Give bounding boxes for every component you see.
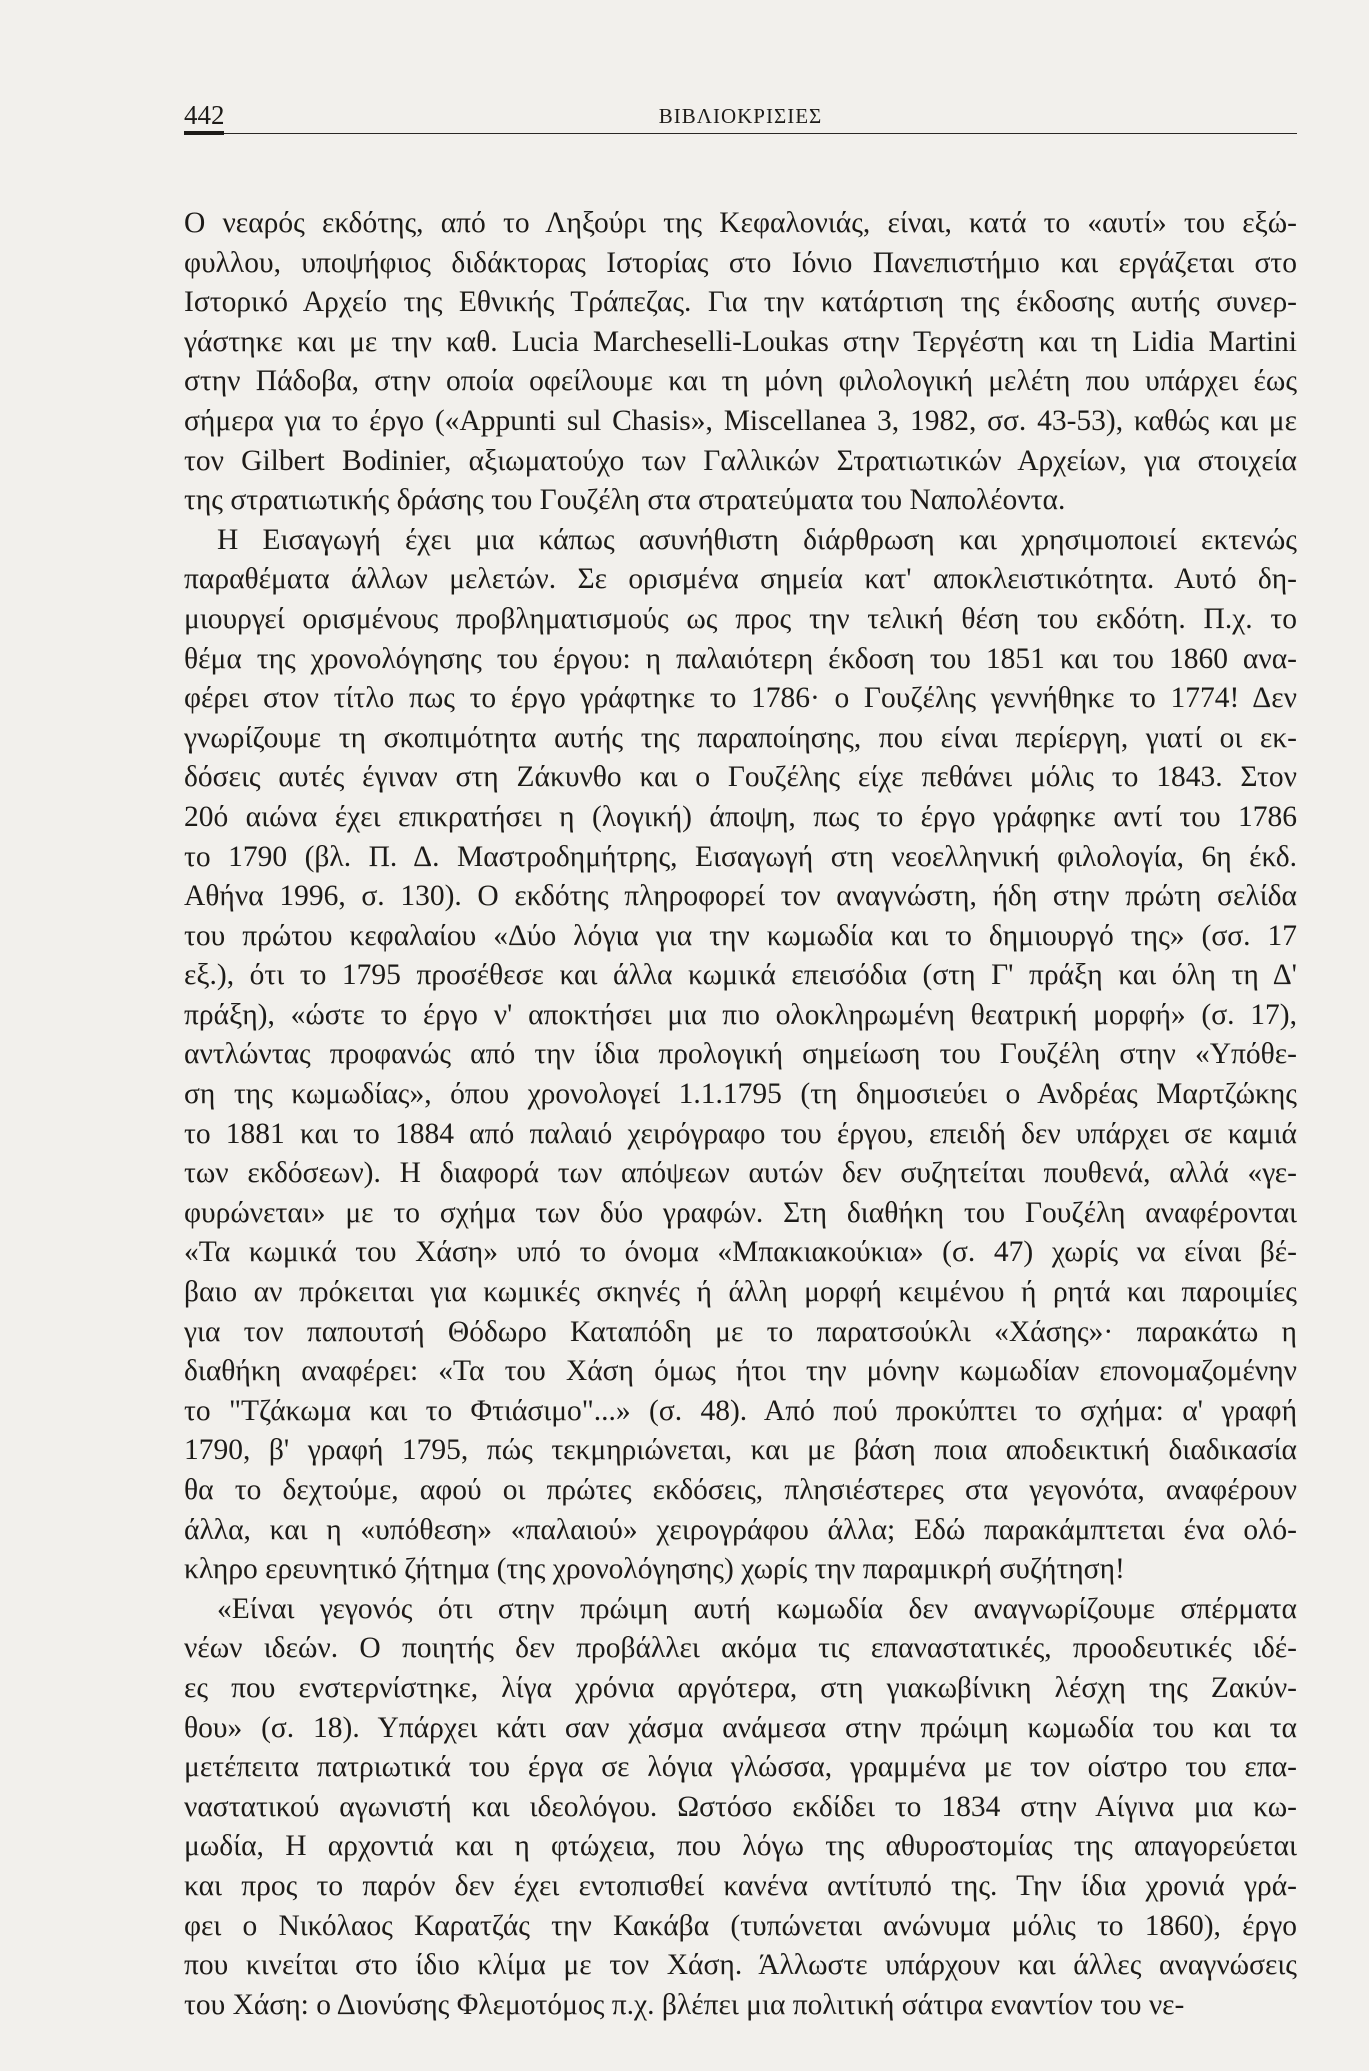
text-line: που κινείται στο ίδιο κλίμα με τον Χάση. Άλλωστε υπάρχουν και άλλες αναγνώσεις xyxy=(184,1949,1297,1982)
text-line: θου» (σ. 18). Υπάρχει κάτι σαν χάσμα ανάμεσα στην πρώιμη κωμωδία του και τα xyxy=(184,1711,1297,1744)
text-line: φυλλου, υποψήφιος διδάκτορας Ιστορίας στο Ιόνιο Πανεπιστήμιο και εργάζεται στο xyxy=(184,246,1297,279)
text-line: Η Εισαγωγή έχει μια κάπως ασυνήθιστη διάρθρωση και χρησιμοποιεί εκτενώς xyxy=(217,523,1297,556)
text-line: ση της κωμωδίας», όπου χρονολογεί 1.1.1795 (τη δημοσιεύει ο Ανδρέας Μαρτζώκης xyxy=(184,1078,1297,1111)
text-line: τον Gilbert Bodinier, αξιωματούχο των Γαλλικών Στρατιωτικών Αρχείων, για στοιχεία xyxy=(184,444,1297,477)
text-line: στην Πάδοβα, στην οποία οφείλουμε και τη μόνη φιλολογική μελέτη που υπάρχει έως xyxy=(184,365,1297,398)
text-line: και προς το παρόν δεν έχει εντοπισθεί κανένα αντίτυπό της. Την ίδια χρονιά γρά- xyxy=(184,1869,1297,1902)
text-line: 1790, β' γραφή 1795, πώς τεκμηριώνεται, και με βάση ποια αποδεικτική διαδικασία xyxy=(184,1434,1297,1467)
text-line: πράξη), «ώστε το έργο ν' αποκτήσει μια πιο ολοκληρωμένη θεατρική μορφή» (σ. 17), xyxy=(184,998,1297,1031)
text-line: του Χάση: ο Διονύσης Φλεμοτόμος π.χ. βλέπει μια πολιτική σάτιρα εναντίον του νε- xyxy=(184,1988,1185,2021)
text-line: βαιο αν πρόκειται για κωμικές σκηνές ή άλλη μορφή κειμένου ή ρητά και παροιμίες xyxy=(184,1276,1297,1309)
text-line: για τον παπουτσή Θόδωρο Καταπόδη με το παρατσούκλι «Χάσης»· παρακάτω η xyxy=(184,1315,1297,1348)
text-line: νέων ιδεών. Ο ποιητής δεν προβάλλει ακόμα τις επαναστατικές, προοδευτικές ιδέ- xyxy=(184,1632,1297,1665)
text-line: σήμερα για το έργο («Appunti sul Chasis», Miscellanea 3, 1982, σσ. 43-53), καθώς και με xyxy=(184,404,1297,437)
text-line: Ο νεαρός εκδότης, από το Ληξούρι της Κεφαλονιάς, είναι, κατά το «αυτί» του εξώ- xyxy=(184,207,1297,239)
text-line: μωδία, Η αρχοντιά και η φτώχεια, που λόγω της αθυροστομίας της απαγορεύεται xyxy=(184,1830,1297,1863)
text-line: μιουργεί ορισμένους προβληματισμούς ως προς την τελική θέση του εκδότη. Π.χ. το xyxy=(184,602,1297,635)
paragraph xyxy=(184,521,1297,1590)
text-line: ναστατικού αγωνιστή και ιδεολόγου. Ωστόσο εκδίδει το 1834 στην Αίγινα μια κω- xyxy=(184,1790,1297,1823)
text-line: αντλώντας προφανώς από την ίδια προλογική σημείωση του Γουζέλη στην «Υπόθε- xyxy=(184,1038,1297,1071)
text-line: γάστηκε και με την καθ. Lucia Marcheselli-Loukas στην Τεργέστη και τη Lidia Martini xyxy=(184,325,1297,358)
paragraph xyxy=(184,1590,1297,2026)
page-number: 442 xyxy=(184,100,225,130)
running-head: ΒΙΒΛΙΟΚΡΙΣΙΕΣ xyxy=(658,104,823,128)
text-line: φει ο Νικόλαος Καρατζάς την Κακάβα (τυπώνεται ανώνυμα μόλις το 1860), έργο xyxy=(184,1909,1297,1942)
text-line: γνωρίζουμε τη σκοπιμότητα αυτής της παραποίησης, που είναι περίεργη, γιατί οι εκ- xyxy=(184,721,1297,754)
text-line: φέρει στον τίτλο πως το έργο γράφτηκε το 1786· ο Γουζέλης γεννήθηκε το 1774! Δεν xyxy=(184,682,1297,715)
text-line: 20ό αιώνα έχει επικρατήσει η (λογική) άποψη, πως το έργο γράφηκε αντί του 1786 xyxy=(184,800,1297,833)
page-number-underline xyxy=(184,131,224,135)
text-line: φυρώνεται» με το σχήμα των δύο γραφών. Στη διαθήκη του Γουζέλη αναφέρονται xyxy=(184,1196,1297,1229)
text-line: θα το δεχτούμε, αφού οι πρώτες εκδόσεις, πλησιέστερες στα γεγονότα, αναφέρουν xyxy=(184,1474,1297,1506)
text-line: παραθέματα άλλων μελετών. Σε ορισμένα σημεία κατ' αποκλειστικότητα. Αυτό δη- xyxy=(184,563,1297,596)
text-line: της στρατιωτικής δράσης του Γουζέλη στα στρατεύματα του Ναπολέοντα. xyxy=(184,484,1066,517)
text-line: του πρώτου κεφαλαίου «Δύο λόγια για την κωμωδία και το δημιουργό της» (σσ. 17 xyxy=(184,919,1297,952)
page-header xyxy=(184,100,1297,136)
header-rule xyxy=(184,133,1297,134)
text-line: διαθήκη αναφέρει: «Τα του Χάση όμως ήτοι την μόνην κωμωδίαν επονομαζομένην xyxy=(184,1355,1297,1388)
text-line: «Είναι γεγονός ότι στην πρώιμη αυτή κωμωδία δεν αναγνωρίζουμε σπέρματα xyxy=(217,1592,1297,1625)
text-line: «Τα κωμικά του Χάση» υπό το όνομα «Μπακιακούκια» (σ. 47) χωρίς να είναι βέ- xyxy=(184,1236,1297,1269)
body-text xyxy=(184,204,1297,2025)
text-line: ες που ενστερνίστηκε, λίγα χρόνια αργότερα, στη γιακωβίνικη λέσχη της Ζακύν- xyxy=(184,1671,1297,1704)
text-line: Αθήνα 1996, σ. 130). Ο εκδότης πληροφορεί τον αναγνώστη, ήδη στην πρώτη σελίδα xyxy=(184,880,1297,913)
text-line: κληρο ερευνητικό ζήτημα (της χρονολόγησης) χωρίς την παραμικρή συζήτηση! xyxy=(184,1553,1125,1586)
text-line: το "Τζάκωμα και το Φτιάσιμο"...» (σ. 48). Από πού προκύπτει το σχήμα: α' γραφή xyxy=(184,1394,1297,1427)
text-line: μετέπειτα πατριωτικά του έργα σε λόγια γλώσσα, γραμμένα με τον οίστρο του επα- xyxy=(184,1751,1297,1784)
text-line: το 1790 (βλ. Π. Δ. Μαστροδημήτρης, Εισαγωγή στη νεοελληνική φιλολογία, 6η έκδ. xyxy=(184,840,1297,873)
text-line: των εκδόσεων). Η διαφορά των απόψεων αυτών δεν συζητείται πουθενά, αλλά «γε- xyxy=(184,1157,1297,1190)
text-line: άλλα, και η «υπόθεση» «παλαιού» χειρογράφου άλλα; Εδώ παρακάμπτεται ένα ολό- xyxy=(184,1513,1297,1546)
text-line: το 1881 και το 1884 από παλαιό χειρόγραφο του έργου, επειδή δεν υπάρχει σε καμιά xyxy=(184,1117,1297,1150)
text-line: δόσεις αυτές έγιναν στη Ζάκυνθο και ο Γουζέλης είχε πεθάνει μόλις το 1843. Στον xyxy=(184,761,1297,794)
text-line: Ιστορικό Αρχείο της Εθνικής Τράπεζας. Για την κατάρτιση της έκδοσης αυτής συνερ- xyxy=(184,286,1297,319)
paragraph xyxy=(184,204,1297,521)
text-line: θέμα της χρονολόγησης του έργου: η παλαιότερη έκδοση του 1851 και του 1860 ανα- xyxy=(184,642,1297,675)
text-line: εξ.), ότι το 1795 προσέθεσε και άλλα κωμικά επεισόδια (στη Γ' πράξη και όλη τη Δ' xyxy=(184,959,1297,992)
